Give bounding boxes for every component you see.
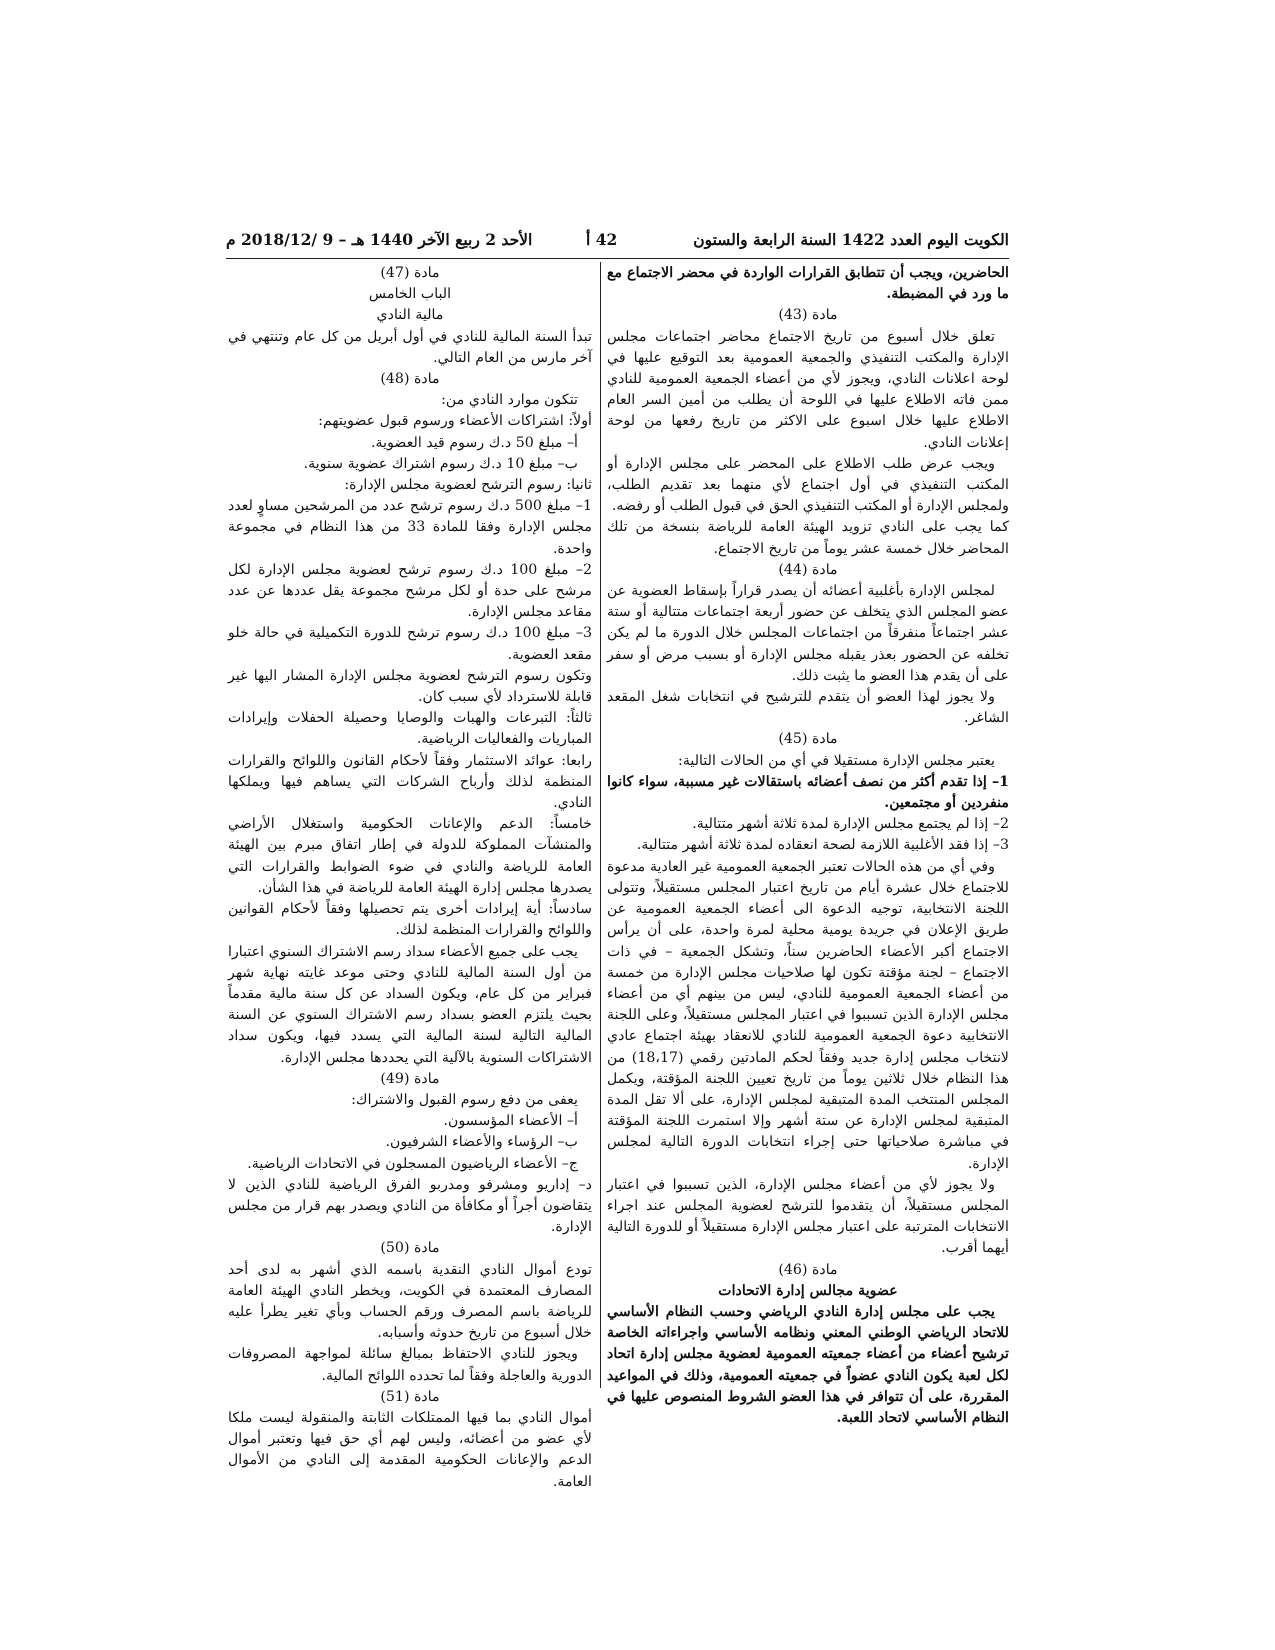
article-heading: مادة (49) (380, 1070, 440, 1087)
paragraph: يعفى من دفع رسوم القبول والاشتراك: (351, 1091, 578, 1108)
issue-date: الأحد 2 ربيع الآخر 1440 هـ – 9 /2018/12 م (226, 230, 533, 249)
paragraph: أموال النادي بما فيها الممتلكات الثابتة والمنقولة ليست ملكا لأي عضو من أعضائه، وليس لهم أي حق فيها وتعتبر أموال الدعم والإعانات الحكومية المقدمة إلى النادي من الأموال العامة. (228, 1409, 592, 1490)
paragraph: كما يجب على النادي تزويد الهيئة العامة للرياضة بنسخة من تلك المحاضر خلال خمسة عشر يوماً من تاريخ الاجتماع. (607, 519, 1009, 557)
paragraph: 3– إذا فقد الأغلبية اللازمة لصحة انعقاده لمدة ثلاثة أشهر متتالية. (636, 837, 1009, 854)
article-heading: مادة (43) (778, 307, 838, 324)
paragraph: د– إداريو ومشرفو ومدربو الفرق الرياضية للنادي الذين لا يتقاضون أجراً أو مكافأة من النادي ويصدر بهم قرار من مجلس الإدارة. (228, 1176, 592, 1236)
paragraph: 2– مبلغ 100 د.ك رسوم ترشح لعضوية مجلس الإدارة لكل مرشح على حدة أو لكل مرشح مجموعة يقل عددها عن عدد مقاعد مجلس الإدارة. (228, 561, 592, 621)
right-column (607, 263, 1009, 1429)
paragraph: أ– الأعضاء المؤسسون. (443, 1113, 578, 1130)
paragraph: ج– الأعضاء الرياضيون المسجلون في الاتحادات الرياضية. (247, 1155, 578, 1172)
paragraph: 1– مبلغ 500 د.ك رسوم ترشح عدد من المرشحين مساوٍ لعدد مجلس الإدارة وفقا للمادة 33 من هذا النظام في مجموعة واحدة. (228, 498, 593, 557)
paragraph: تتكون موارد النادي من: (441, 392, 578, 409)
article-heading: مادة (44) (778, 561, 838, 578)
paragraph: ولا يجوز لأي من أعضاء مجلس الإدارة، الذين تسببوا في اعتبار المجلس مستقيلاً، أن يتقدموا للترشح لعضوية المجلس عند اجراء الانتخابات المترتبة على اعتبار مجلس الإدارة مستقيلاً أو للدورة التالية أيهما أقرب. (607, 1176, 1009, 1257)
paragraph: ب– الرؤساء والأعضاء الشرفيون. (385, 1134, 578, 1151)
article-heading: مادة (46) (778, 1261, 838, 1278)
article-heading: مادة (47) (380, 265, 440, 281)
paragraph: أ– مبلغ 50 د.ك رسوم قيد العضوية. (371, 434, 578, 451)
paragraph: 1– إذا تقدم أكثر من نصف أعضائه باستقالات غير مسببة، سواء كانوا منفردين أو مجتمعين. (607, 773, 1009, 812)
page-header (226, 228, 1009, 259)
article-heading: مادة (48) (380, 371, 440, 388)
article-heading: مالية النادي (376, 307, 444, 324)
article-heading: مادة (50) (380, 1240, 440, 1257)
paragraph: الحاضرين، ويجب أن تتطابق القرارات الواردة في محضر الاجتماع مع ما ورد في المضبطة. (607, 265, 1009, 303)
paragraph: وفي أي من هذه الحالات تعتبر الجمعية العمومية غير العادية مدعوة للاجتماع خلال عشرة أيام من تاريخ اعتبار المجلس مستقيلاً، وتتولى اللجنة الانتخابية، توجيه الدعوة الى أعضاء الجمعية العمومية عن طريق الإعلان في جريدة يومية محلية لمرة واحدة، على أن يرأس الاجتماع أكبر الأعضاء الحاضرين سناً، وتشكل الجمعية – في ذات الاجتماع – لجنة مؤقتة تكون لها صلاحيات مجلس الإدارة من خمسة من أعضاء الجمعية العمومية للنادي، ليس من بينهم أي من أعضاء مجلس الإدارة الذين تسببوا في اعتبار المجلس مستقيلاً، وعلى اللجنة الانتخابية دعوة الجمعية العمومية للنادي للانعقاد بهيئة اجتماع عادي لانتخاب مجلس إدارة جديد وفقاً لحكم المادتين رقمي (18،17) من هذا النظام خلال ثلاثين يوماً من تاريخ تعيين اللجنة المؤقتة، ويكمل المجلس المنتخب المدة المتبقية لمجلس الإدارة، على ألا تقل المدة المتبقية لمجلس الإدارة عن ستة أشهر وإلا استمرت اللجنة المؤقتة في مباشرة صلاحياتها حتى إجراء انتخابات الدورة التالية لمجلس الإدارة. (607, 858, 1009, 1172)
paragraph: رابعا: عوائد الاستثمار وفقاً لأحكام القانون واللوائح والقرارات المنظمة لذلك وأرباح الشركات التي يساهم فيها ويملكها النادي. (228, 752, 592, 812)
paragraph: سادساً: أية إيرادات أخرى يتم تحصيلها وفقاً لأحكام القوانين واللوائح والقرارات المنظمة لذلك. (228, 901, 592, 939)
paragraph: وتكون رسوم الترشح لعضوية مجلس الإدارة المشار اليها غير قابلة للاسترداد لأي سبب كان. (228, 667, 592, 706)
paragraph: ثانيا: رسوم الترشح لعضوية مجلس الإدارة: (344, 477, 592, 494)
paragraph: ولا يجوز لهذا العضو أن يتقدم للترشيح في انتخابات شغل المقعد الشاغر. (607, 689, 1009, 727)
paragraph: أولاً: اشتراكات الأعضاء ورسوم قبول عضويتهم: (318, 413, 592, 430)
paragraph: ويجوز للنادي الاحتفاظ بمبالغ سائلة لمواجهة المصروفات الدورية والعاجلة وفقاً لما تحدده اللوائح المالية. (228, 1346, 592, 1384)
article-heading: عضوية مجالس إدارة الاتحادات (718, 1282, 898, 1299)
article-heading: الباب الخامس (368, 286, 452, 303)
paragraph: يعتبر مجلس الإدارة مستقيلا في أي من الحالات التالية: (678, 752, 995, 769)
paragraph: تبدأ السنة المالية للنادي في أول أبريل من كل عام وتنتهي في آخر مارس من العام التالي. (228, 328, 592, 366)
article-heading: مادة (45) (778, 731, 838, 748)
paragraph: يجب على جميع الأعضاء سداد رسم الاشتراك السنوي اعتبارا من أول السنة المالية للنادي وحتى موعد غايته نهاية شهر فبراير من كل عام، ويكون السداد عن كل سنة مالية مقدماً بحيث يلتزم العضو بسداد رسم الاشتراك السنوي عن السنة المالية التالية لسنة المالية التي يسدد فيها، ويكون سداد الاشتراكات السنوية بالآلية التي يحددها مجلس الإدارة. (228, 943, 592, 1066)
column-divider (600, 262, 601, 1388)
paragraph: ثالثاً: التبرعات والهبات والوصايا وحصيلة الحفلات وإيرادات المباريات والفعاليات الرياضية. (228, 710, 592, 748)
paragraph: تعلق خلال أسبوع من تاريخ الاجتماع محاضر اجتماعات مجلس الإدارة والمكتب التنفيذي والجمعية العمومية بعد التوقيع عليها في لوحة اعلانات النادي، ويجوز لأي من أعضاء الجمعية العمومية للنادي ممن فاته الاطلاع عليها في اللوحة أن يطلب من أمين السر العام الاطلاع عليها خلال اسبوع على الاكثر من تاريخ رفعها من لوحة إعلانات النادي. (607, 328, 1009, 451)
paragraph: خامساً: الدعم والإعانات الحكومية واستغلال الأراضي والمنشآت المملوكة للدولة في إطار اتفاق مبرم بين الهيئة العامة للرياضة والنادي في ضوء الضوابط والقرارات التي يصدرها مجلس إدارة الهيئة العامة للرياضة في هذا الشأن. (228, 816, 592, 896)
left-column (228, 263, 592, 1493)
article-heading: مادة (51) (380, 1388, 440, 1405)
page-number: 42 أ (586, 230, 618, 249)
paragraph: 2– إذا لم يجتمع مجلس الإدارة لمدة ثلاثة أشهر متتالية. (692, 816, 1009, 833)
paragraph: ويجب عرض طلب الاطلاع على المحضر على مجلس الإدارة أو المكتب التنفيذي في أول اجتماع لأي منهما بعد تقديم الطلب، ولمجلس الإدارة أو المكتب التنفيذي الحق في قبول الطلب أو رفضه. (607, 455, 1009, 515)
paragraph: 3– مبلغ 100 د.ك رسوم ترشح للدورة التكميلية في حالة خلو مقعد العضوية. (228, 625, 592, 663)
paragraph: تودع أموال النادي النقدية باسمه الذي أشهر به لدى أحد المصارف المعتمدة في الكويت، ويخطر النادي الهيئة العامة للرياضة باسم المصرف ورقم الحساب وبأي تغير يطرأ عليه خلال أسبوع من تاريخ حدوثه وأسبابه. (228, 1261, 592, 1342)
gazette-issue-info: الكويت اليوم العدد 1422 السنة الرابعة والستون (693, 230, 1009, 249)
paragraph: ب– مبلغ 10 د.ك رسوم اشتراك عضوية سنوية. (303, 455, 578, 472)
paragraph: لمجلس الإدارة بأغلبية أعضائه أن يصدر قراراً بإسقاط العضوية عن عضو المجلس الذي يتخلف عن حضور أربعة اجتماعات متتالية أو ستة عشر اجتماعاً منفرقاً من اجتماعات المجلس خلال الدورة ما لم يكن تخلفه عن الحضور بعذر يقبله مجلس الإدارة أو بسبب مرض أو سفر على أن يقدم هذا العضو ما يثبت ذلك. (607, 583, 1009, 684)
paragraph: يجب على مجلس إدارة النادي الرياضي وحسب النظام الأساسي للاتحاد الرياضي الوطني المعني ونظامه الأساسي واجراءاته الخاصة ترشيح أعضاء من أعضاء جمعيته العمومية لعضوية مجلس إدارة اتحاد لكل لعبة يكون النادي عضواً في جمعيته العمومية، وذلك في المواعيد المقررة، على أن تتوافر في هذا العضو الشروط المنصوص عليها في النظام الأساسي لاتحاد اللعبة. (607, 1303, 1009, 1426)
